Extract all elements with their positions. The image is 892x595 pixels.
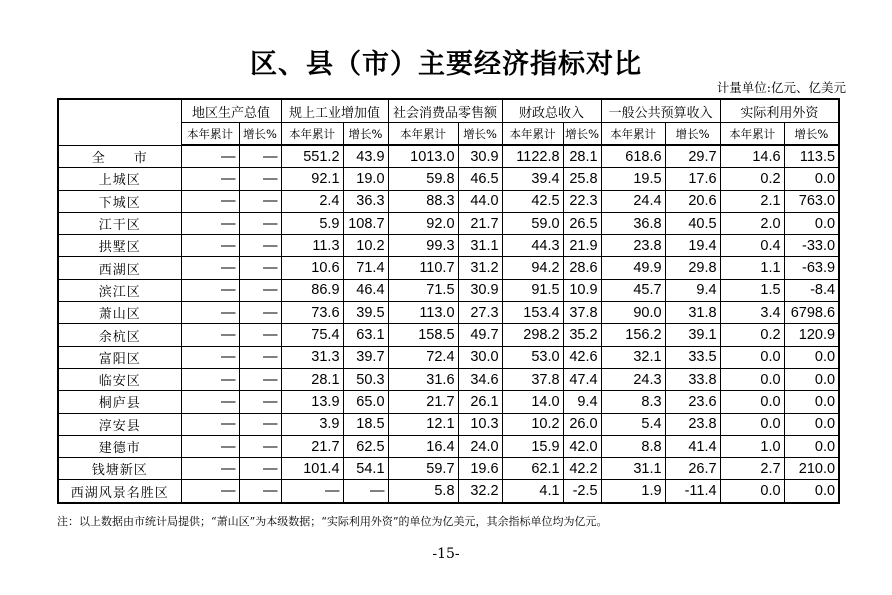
table-cell: 1122.8 [502, 145, 563, 168]
table-cell: 86.9 [281, 279, 343, 301]
indicator-table [57, 98, 840, 504]
table-cell: 75.4 [281, 324, 343, 346]
table-cell: — [239, 168, 281, 190]
table-cell: 0.0 [784, 480, 839, 503]
header-group: 实际利用外资 [720, 99, 839, 123]
table-cell: — [239, 302, 281, 324]
table-cell: 153.4 [502, 302, 563, 324]
table-cell: 101.4 [281, 458, 343, 480]
table-cell: — [239, 257, 281, 279]
table-cell: 8.8 [601, 435, 665, 457]
table-cell: 30.9 [458, 145, 502, 168]
header-growth: 增长% [343, 123, 388, 146]
table-cell: 0.0 [720, 368, 784, 390]
header-growth: 增长% [458, 123, 502, 146]
region-name: 富阳区 [58, 346, 181, 368]
header-cumulative: 本年累计 [720, 123, 784, 146]
table-cell: 36.8 [601, 212, 665, 234]
table-cell: 99.3 [388, 235, 458, 257]
table-cell: 26.0 [563, 413, 601, 435]
table-cell: — [181, 212, 239, 234]
table-cell: 0.0 [720, 391, 784, 413]
table-cell: 10.3 [458, 413, 502, 435]
table-cell: 71.5 [388, 279, 458, 301]
table-cell: 28.1 [281, 368, 343, 390]
table-cell: -33.0 [784, 235, 839, 257]
table-cell: 0.0 [720, 413, 784, 435]
region-name: 西湖区 [58, 257, 181, 279]
table-row [58, 168, 839, 190]
page-title: 区、县（市）主要经济指标对比 [250, 49, 642, 80]
table-cell: 26.7 [665, 458, 720, 480]
table-cell: — [181, 145, 239, 168]
table-cell: — [181, 324, 239, 346]
region-name: 西湖风景名胜区 [58, 480, 181, 503]
table-cell: 42.0 [563, 435, 601, 457]
table-cell: 21.7 [281, 435, 343, 457]
table-cell: 72.4 [388, 346, 458, 368]
table-cell: 21.7 [388, 391, 458, 413]
table-cell: — [181, 302, 239, 324]
table-cell: — [239, 212, 281, 234]
table-cell: — [181, 235, 239, 257]
table-cell: 31.6 [388, 368, 458, 390]
table-cell: 21.9 [563, 235, 601, 257]
region-name: 下城区 [58, 190, 181, 212]
table-cell: 210.0 [784, 458, 839, 480]
table-cell: 24.3 [601, 368, 665, 390]
table-cell: — [239, 435, 281, 457]
region-name: 萧山区 [58, 302, 181, 324]
table-cell: 32.1 [601, 346, 665, 368]
table-cell: 0.0 [784, 212, 839, 234]
table-row [58, 235, 839, 257]
table-cell: — [239, 368, 281, 390]
table-cell: 44.0 [458, 190, 502, 212]
table-cell: — [181, 368, 239, 390]
table-cell: 92.1 [281, 168, 343, 190]
table-cell: 1.9 [601, 480, 665, 503]
table-cell: 44.3 [502, 235, 563, 257]
table-cell: — [239, 346, 281, 368]
table-cell: 19.6 [458, 458, 502, 480]
table-row [58, 324, 839, 346]
table-cell: 42.2 [563, 458, 601, 480]
table-row [58, 391, 839, 413]
table-cell: 40.5 [665, 212, 720, 234]
table-cell: 39.4 [502, 168, 563, 190]
table-cell: 2.1 [720, 190, 784, 212]
header-cumulative: 本年累计 [601, 123, 665, 146]
table-cell: — [181, 435, 239, 457]
table-cell: 19.5 [601, 168, 665, 190]
table-cell: 31.2 [458, 257, 502, 279]
header-group: 社会消费品零售额 [388, 99, 502, 123]
table-cell: 63.1 [343, 324, 388, 346]
table-cell: 30.9 [458, 279, 502, 301]
table-cell: 31.3 [281, 346, 343, 368]
table-cell: — [239, 279, 281, 301]
table-cell: 0.0 [784, 168, 839, 190]
table-row [58, 368, 839, 390]
table-row [58, 212, 839, 234]
header-cumulative: 本年累计 [181, 123, 239, 146]
table-cell: — [239, 413, 281, 435]
table-cell: 42.5 [502, 190, 563, 212]
table-cell: 5.4 [601, 413, 665, 435]
region-name: 拱墅区 [58, 235, 181, 257]
table-cell: 763.0 [784, 190, 839, 212]
page-number: -15- [432, 546, 460, 562]
table-cell: 35.2 [563, 324, 601, 346]
table-cell: — [181, 480, 239, 503]
table-cell: 0.0 [784, 391, 839, 413]
region-name: 桐庐县 [58, 391, 181, 413]
table-cell: 37.8 [563, 302, 601, 324]
table-cell: 19.0 [343, 168, 388, 190]
table-cell: 8.3 [601, 391, 665, 413]
table-cell: 618.6 [601, 145, 665, 168]
table-cell: 59.8 [388, 168, 458, 190]
table-cell: 23.8 [601, 235, 665, 257]
table-cell: 2.0 [720, 212, 784, 234]
table-cell: — [181, 346, 239, 368]
region-name: 钱塘新区 [58, 458, 181, 480]
table-cell: 59.7 [388, 458, 458, 480]
header-growth: 增长% [784, 123, 839, 146]
table-cell: 26.1 [458, 391, 502, 413]
table-cell: 90.0 [601, 302, 665, 324]
table-cell: 2.4 [281, 190, 343, 212]
region-name: 全 市 [58, 145, 181, 168]
table-cell: 5.9 [281, 212, 343, 234]
table-cell: 50.3 [343, 368, 388, 390]
table-cell: 0.0 [784, 368, 839, 390]
table-cell: 46.4 [343, 279, 388, 301]
table-cell: 11.3 [281, 235, 343, 257]
table-cell: 298.2 [502, 324, 563, 346]
table-cell: 0.0 [720, 346, 784, 368]
table-cell: 32.2 [458, 480, 502, 503]
table-cell: — [181, 168, 239, 190]
table-cell: 23.6 [665, 391, 720, 413]
region-name: 江干区 [58, 212, 181, 234]
table-cell: 39.5 [343, 302, 388, 324]
table-cell: — [239, 190, 281, 212]
table-cell: 41.4 [665, 435, 720, 457]
table-row [58, 435, 839, 457]
table-cell: 62.1 [502, 458, 563, 480]
table-row [58, 145, 839, 168]
table-cell: 158.5 [388, 324, 458, 346]
table-cell: -2.5 [563, 480, 601, 503]
unit-note: 计量单位:亿元、亿美元 [716, 80, 846, 95]
table-row [58, 413, 839, 435]
table-cell: — [181, 458, 239, 480]
table-cell: 14.0 [502, 391, 563, 413]
table-cell: 88.3 [388, 190, 458, 212]
header-cumulative: 本年累计 [281, 123, 343, 146]
table-cell: — [181, 413, 239, 435]
table-cell: 113.0 [388, 302, 458, 324]
table-cell: 23.8 [665, 413, 720, 435]
table-cell: 49.9 [601, 257, 665, 279]
table-cell: — [239, 145, 281, 168]
table-cell: 0.0 [720, 480, 784, 503]
table-cell: 37.8 [502, 368, 563, 390]
table-cell: 54.1 [343, 458, 388, 480]
table-cell: 42.6 [563, 346, 601, 368]
table-cell: 59.0 [502, 212, 563, 234]
table-cell: 33.5 [665, 346, 720, 368]
table-cell: 31.1 [458, 235, 502, 257]
table-cell: 0.0 [784, 346, 839, 368]
header-group: 地区生产总值 [181, 99, 281, 123]
table-cell: 551.2 [281, 145, 343, 168]
table-cell: 6798.6 [784, 302, 839, 324]
header-group: 财政总收入 [502, 99, 601, 123]
table-cell: 39.1 [665, 324, 720, 346]
table-cell: 45.7 [601, 279, 665, 301]
table-cell: 24.0 [458, 435, 502, 457]
table-cell: 10.2 [343, 235, 388, 257]
region-name: 上城区 [58, 168, 181, 190]
table-cell: 9.4 [665, 279, 720, 301]
table-cell: — [181, 190, 239, 212]
table-cell: 47.4 [563, 368, 601, 390]
table-cell: 34.6 [458, 368, 502, 390]
header-corner [58, 99, 181, 145]
table-cell: 16.4 [388, 435, 458, 457]
table-cell: -63.9 [784, 257, 839, 279]
table-cell: 73.6 [281, 302, 343, 324]
table-cell: 33.8 [665, 368, 720, 390]
table-cell: 120.9 [784, 324, 839, 346]
table-cell: 31.1 [601, 458, 665, 480]
table-row [58, 257, 839, 279]
table-cell: 43.9 [343, 145, 388, 168]
table-cell: 0.0 [784, 435, 839, 457]
table-row [58, 279, 839, 301]
table-cell: 15.9 [502, 435, 563, 457]
table-cell: 39.7 [343, 346, 388, 368]
table-cell: 27.3 [458, 302, 502, 324]
table-cell: 4.1 [502, 480, 563, 503]
table-cell: 1.0 [720, 435, 784, 457]
table-cell: 0.2 [720, 168, 784, 190]
table-cell: -8.4 [784, 279, 839, 301]
table-cell: 0.0 [784, 413, 839, 435]
table-row [58, 190, 839, 212]
table-cell: — [239, 324, 281, 346]
table-cell: 5.8 [388, 480, 458, 503]
table-row [58, 480, 839, 503]
table-cell: 12.1 [388, 413, 458, 435]
table-cell: 71.4 [343, 257, 388, 279]
table-cell: 92.0 [388, 212, 458, 234]
table-cell: 24.4 [601, 190, 665, 212]
region-name: 淳安县 [58, 413, 181, 435]
table-cell: 28.6 [563, 257, 601, 279]
header-growth: 增长% [665, 123, 720, 146]
table-cell: 113.5 [784, 145, 839, 168]
table-cell: — [181, 257, 239, 279]
table-cell: 0.4 [720, 235, 784, 257]
table-cell: — [281, 480, 343, 503]
table-cell: 65.0 [343, 391, 388, 413]
table-cell: 20.6 [665, 190, 720, 212]
header-cumulative: 本年累计 [502, 123, 563, 146]
table-row [58, 458, 839, 480]
table-cell: 10.6 [281, 257, 343, 279]
table-cell: 1.5 [720, 279, 784, 301]
table-cell: 26.5 [563, 212, 601, 234]
table-cell: 31.8 [665, 302, 720, 324]
region-name: 滨江区 [58, 279, 181, 301]
table-cell: 94.2 [502, 257, 563, 279]
table-cell: 10.9 [563, 279, 601, 301]
header-growth: 增长% [239, 123, 281, 146]
table-row [58, 346, 839, 368]
table-cell: — [239, 458, 281, 480]
header-growth: 增长% [563, 123, 601, 146]
table-cell: 108.7 [343, 212, 388, 234]
table-cell: 49.7 [458, 324, 502, 346]
table-cell: 2.7 [720, 458, 784, 480]
table-cell: — [239, 235, 281, 257]
table-cell: 17.6 [665, 168, 720, 190]
table-row [58, 302, 839, 324]
table-cell: 3.9 [281, 413, 343, 435]
table-cell: — [181, 391, 239, 413]
table-cell: 36.3 [343, 190, 388, 212]
table-cell: 21.7 [458, 212, 502, 234]
region-name: 余杭区 [58, 324, 181, 346]
table-cell: — [239, 391, 281, 413]
table-cell: 53.0 [502, 346, 563, 368]
table-cell: 156.2 [601, 324, 665, 346]
table-cell: 30.0 [458, 346, 502, 368]
table-cell: 62.5 [343, 435, 388, 457]
footnote: 注：以上数据由市统计局提供；“萧山区”为本级数据；“实际利用外资”的单位为亿美元，其余指标单位均为亿元。 [57, 515, 608, 528]
table-cell: 29.7 [665, 145, 720, 168]
header-group: 规上工业增加值 [281, 99, 388, 123]
table-cell: — [343, 480, 388, 503]
table-cell: 0.2 [720, 324, 784, 346]
table-cell: 19.4 [665, 235, 720, 257]
table-cell: 1013.0 [388, 145, 458, 168]
table-cell: 28.1 [563, 145, 601, 168]
region-name: 临安区 [58, 368, 181, 390]
table-cell: 25.8 [563, 168, 601, 190]
table-cell: 46.5 [458, 168, 502, 190]
table-cell: 3.4 [720, 302, 784, 324]
header-group: 一般公共预算收入 [601, 99, 720, 123]
table-cell: 22.3 [563, 190, 601, 212]
table-cell: -11.4 [665, 480, 720, 503]
table-cell: 29.8 [665, 257, 720, 279]
table-cell: 10.2 [502, 413, 563, 435]
table-cell: 91.5 [502, 279, 563, 301]
region-name: 建德市 [58, 435, 181, 457]
table-cell: 110.7 [388, 257, 458, 279]
table-cell: — [239, 480, 281, 503]
table-cell: 14.6 [720, 145, 784, 168]
table-cell: 1.1 [720, 257, 784, 279]
table-cell: 13.9 [281, 391, 343, 413]
table-cell: 9.4 [563, 391, 601, 413]
table-cell: 18.5 [343, 413, 388, 435]
header-cumulative: 本年累计 [388, 123, 458, 146]
table-cell: — [181, 279, 239, 301]
